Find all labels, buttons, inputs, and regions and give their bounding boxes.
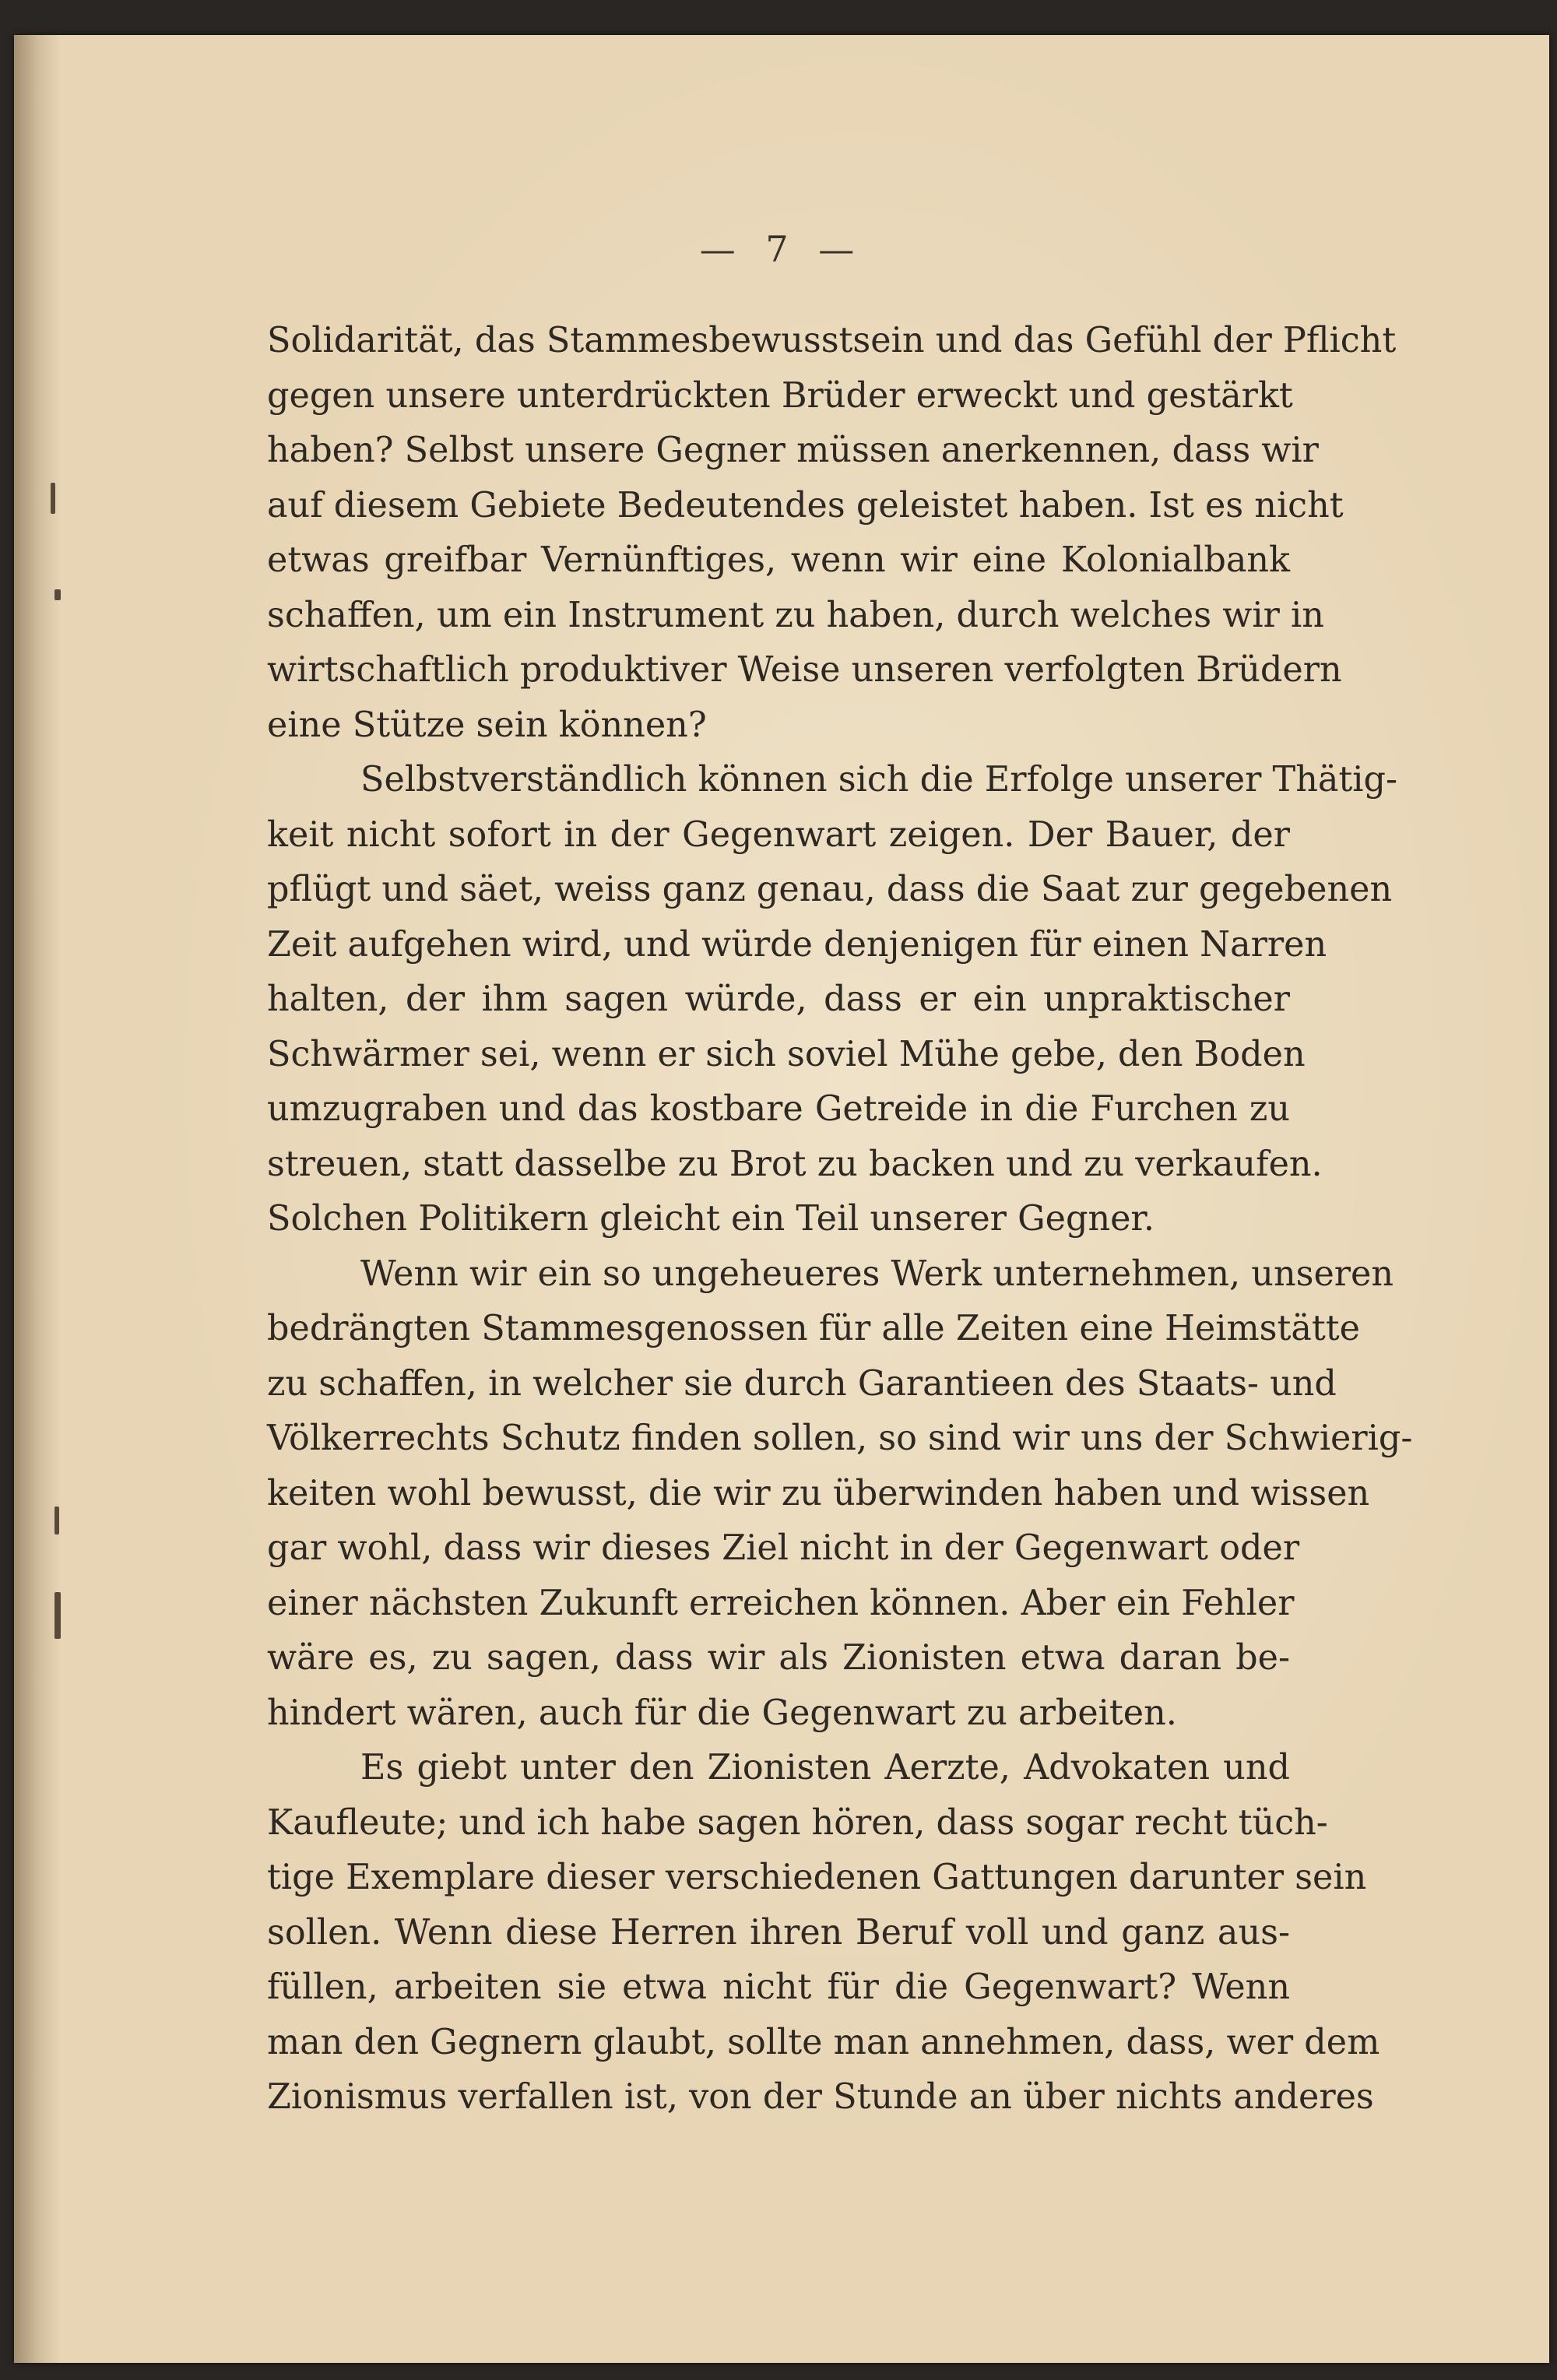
text-line: gar wohl, dass wir dieses Ziel nicht in der Gegenwart oder — [267, 1528, 1300, 1568]
text-line: haben? Selbst unsere Gegner müssen anerkennen, dass wir — [267, 431, 1319, 470]
text-line: Völkerrechts Schutz finden sollen, so sind wir uns der Schwierig- — [267, 1419, 1413, 1458]
text-line: Kaufleute; und ich habe sagen hören, dass sogar recht tüch- — [267, 1802, 1328, 1843]
page-number: — 7 — — [699, 228, 864, 270]
text-line: keiten wohl bewusst, die wir zu überwinden haben und wissen — [267, 1473, 1370, 1513]
book-page — [14, 35, 1549, 2363]
text-line: umzugraben und das kostbare Getreide in die Furchen zu — [267, 1089, 1290, 1129]
text-line: Zeit aufgehen wird, und würde denjenigen für einen Narren — [267, 924, 1327, 965]
text-line: etwas greifbar Vernünftiges, wenn wir eine Kolonialbank — [267, 540, 1290, 580]
text-line: wäre es, zu sagen, dass wir als Zionisten etwa daran be- — [267, 1638, 1290, 1678]
text-line: Selbstverständlich können sich die Erfolge unserer Thätig- — [360, 760, 1398, 800]
text-line: Wenn wir ein so ungeheueres Werk unternehmen, unseren — [360, 1253, 1394, 1294]
text-line: zu schaffen, in welcher sie durch Garantieen des Staats- und — [267, 1363, 1337, 1404]
text-line: halten, der ihm sagen würde, dass er ein unpraktischer — [267, 979, 1290, 1019]
text-line: Solchen Politikern gleicht ein Teil unserer Gegner. — [267, 1199, 1155, 1239]
text-line: gegen unsere unterdrückten Brüder erweckt und gestärkt — [267, 375, 1293, 416]
ink-spot — [51, 483, 55, 514]
text-line: einer nächsten Zukunft erreichen können. Aber ein Fehler — [267, 1583, 1295, 1623]
text-line: sollen. Wenn diese Herren ihren Beruf voll und ganz aus- — [267, 1912, 1290, 1953]
text-line: pflügt und säet, weiss ganz genau, dass die Saat zur gegebenen — [267, 870, 1393, 909]
text-line: Schwärmer sei, wenn er sich soviel Mühe gebe, den Boden — [267, 1034, 1306, 1074]
text-line: Solidarität, das Stammesbewusstsein und das Gefühl der Pflicht — [267, 321, 1397, 360]
text-line: streuen, statt dasselbe zu Brot zu backen und zu verkaufen. — [267, 1144, 1323, 1184]
text-line: schaffen, um ein Instrument zu haben, durch welches wir in — [267, 595, 1324, 635]
text-line: wirtschaftlich produktiver Weise unseren verfolgten Brüdern — [267, 650, 1342, 690]
ink-spot — [54, 589, 61, 600]
text-line: Zionismus verfallen ist, von der Stunde an über nichts anderes — [267, 2077, 1374, 2117]
ink-spot — [54, 1506, 59, 1535]
text-line: bedrängten Stammesgenossen für alle Zeiten eine Heimstätte — [267, 1309, 1360, 1348]
text-line: man den Gegnern glaubt, sollte man annehmen, dass, wer dem — [267, 2022, 1380, 2062]
text-line: füllen, arbeiten sie etwa nicht für die Gegenwart? Wenn — [267, 1967, 1290, 2007]
binding-gutter — [14, 35, 61, 2363]
text-line: tige Exemplare dieser verschiedenen Gattungen darunter sein — [267, 1858, 1367, 1897]
body-text — [267, 314, 1413, 2125]
text-line: hindert wären, auch für die Gegenwart zu arbeiten. — [267, 1693, 1177, 1733]
text-line: auf diesem Gebiete Bedeutendes geleistet haben. Ist es nicht — [267, 485, 1344, 526]
text-line: keit nicht sofort in der Gegenwart zeigen. Der Bauer, der — [267, 814, 1290, 855]
text-line: eine Stütze sein können? — [267, 705, 707, 745]
ink-spot — [54, 1592, 61, 1639]
text-line: Es giebt unter den Zionisten Aerzte, Advokaten und — [360, 1748, 1290, 1788]
